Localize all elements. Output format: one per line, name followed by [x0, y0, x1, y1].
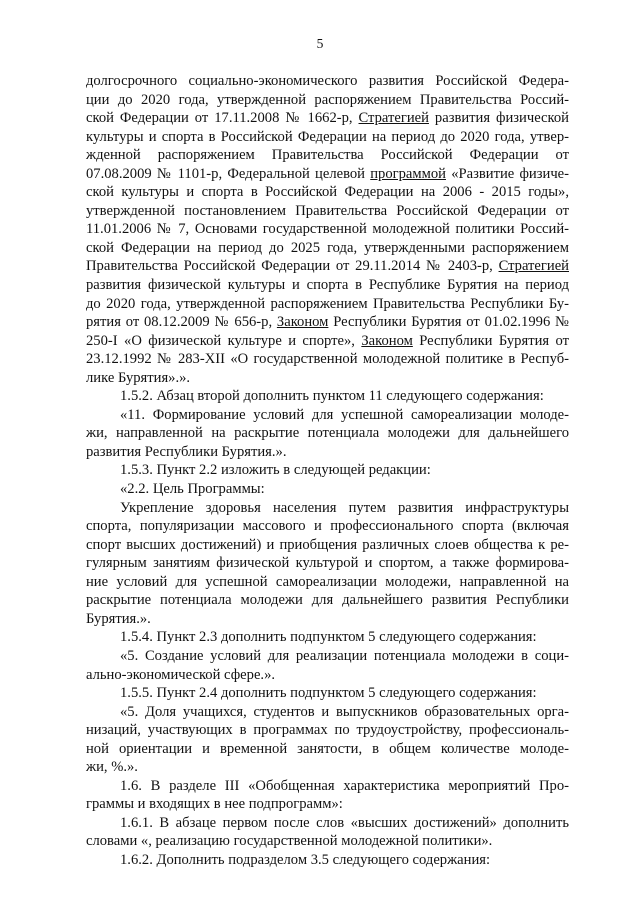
text-line: ской культуры и спорта в Российской Федерации на 2006 - 2015 годы»,: [86, 184, 569, 201]
link-law-sport[interactable]: Законом: [276, 314, 329, 331]
text-fragment: Республики Бурятия от: [412, 332, 569, 349]
text-line: спорт высших достижений) и приобщения различных слоев общества к ре-: [86, 536, 569, 553]
text-fragment: ской Федерации от 17.11.2008 № 1662-р,: [86, 110, 359, 127]
text-line: 11.01.2006 № 7, Основами государственной молодежной политики Россий-: [86, 221, 569, 238]
paragraph-1-6-1: [86, 814, 569, 851]
document-body: [86, 72, 569, 870]
text-line: развития физической культуры и спорта в Республике Бурятия на период: [86, 277, 569, 294]
paragraph-item-11: [86, 406, 569, 462]
text-line: раскрытие потенциала молодежи для дальнейшего развития Республики: [86, 592, 569, 609]
text-line: [86, 257, 569, 276]
text-line: ально-экономической сфере.».: [86, 666, 276, 683]
paragraph-1-6-2: 1.6.2. Дополнить подразделом 3.5 следующего содержания:: [120, 851, 491, 868]
paragraph-goal-heading: «2.2. Цель Программы:: [120, 481, 265, 498]
text-line: Укрепление здоровья населения путем развития инфраструктуры: [120, 499, 569, 516]
text-line: 23.12.1992 № 283-XII «О государственной молодежной политике в Респуб-: [86, 351, 569, 368]
paragraph-subitem-5-share: [86, 703, 569, 777]
paragraph-1-5-3: 1.5.3. Пункт 2.2 изложить в следующей редакции:: [120, 462, 431, 479]
text-line: [86, 313, 569, 332]
text-line: ской Федерации на период до 2025 года, утвержденными распоряжением: [86, 239, 569, 256]
text-line: развития Республики Бурятия.».: [86, 443, 287, 460]
text-line: ции до 2020 года, утвержденной распоряжением Правительства Россий-: [86, 91, 569, 108]
text-line: [86, 165, 569, 184]
text-fragment: «Развитие физиче-: [445, 165, 569, 182]
text-line: жи, направленной на раскрытие потенциала молодежи для дальнейшего: [86, 425, 569, 442]
text-fragment: Республики Бурятия от 01.02.1996 №: [328, 314, 569, 331]
paragraph-goal-text: [86, 499, 569, 629]
text-line: утвержденной постановлением Правительства Российской Федерации от: [86, 202, 569, 219]
link-strategy-buryatia[interactable]: Стратегией: [498, 258, 569, 275]
paragraph-1-5-5: 1.5.5. Пункт 2.4 дополнить подпунктом 5 следующего содержания:: [120, 685, 537, 702]
text-fragment: Правительства Российской Федерации от 29.11.2014 № 2403-р,: [86, 258, 499, 275]
text-line: Бурятия.».: [86, 610, 151, 627]
text-line: ние условий для успешной самореализации молодежи, направленной на: [86, 573, 569, 590]
text-fragment: рятия от 08.12.2009 № 656-р,: [86, 314, 277, 331]
text-line: «5. Создание условий для реализации потенциала молодежи в соци-: [120, 647, 569, 664]
text-line: 1.6. В разделе III «Обобщенная характеристика мероприятий Про-: [120, 777, 569, 794]
paragraph-subitem-5-conditions: [86, 647, 569, 684]
text-line: спорта, популяризации массового и профессионального спорта (включая: [86, 518, 569, 535]
text-line: «11. Формирование условий для успешной самореализации молоде-: [120, 406, 569, 423]
text-line: жи, %.».: [86, 759, 138, 776]
text-fragment: развития физической: [428, 110, 569, 127]
page-number: 5: [316, 36, 324, 51]
text-line: граммы и входящих в нее подпрограмм»:: [86, 796, 343, 813]
text-line: до 2020 года, утвержденной распоряжением Правительства Республики Бу-: [86, 295, 569, 312]
link-strategy[interactable]: Стратегией: [358, 110, 429, 127]
link-program[interactable]: программой: [370, 165, 446, 182]
text-line: словами «, реализацию государственной молодежной политики».: [86, 833, 493, 850]
text-line: [86, 109, 569, 128]
text-line: гулярным занятиям физической культурой и спортом, а также формирова-: [86, 555, 569, 572]
text-fragment: 07.08.2009 № 1101-р, Федеральной целевой: [86, 165, 371, 182]
text-line: долгосрочного социально-экономического развития Российской Федера-: [86, 73, 569, 89]
paragraph-1-5-4: 1.5.4. Пункт 2.3 дополнить подпунктом 5 следующего содержания:: [120, 629, 537, 646]
text-line: [86, 332, 569, 351]
text-line: ной ориентации и временной занятости, в общем количестве молоде-: [86, 740, 569, 757]
text-line: низаций, участвующих в программах по трудоустройству, профессиональ-: [86, 722, 569, 739]
text-line: жденной распоряжением Правительства Российской Федерации от: [86, 147, 569, 164]
paragraph-1-5-2: 1.5.2. Абзац второй дополнить пунктом 11 следующего содержания:: [120, 388, 544, 405]
text-line: 1.6.1. В абзаце первом после слов «высших достижений» дополнить: [120, 814, 569, 831]
text-line: лике Бурятия».».: [86, 369, 191, 386]
text-line: культуры и спорта в Российской Федерации на период до 2020 года, утвер-: [86, 128, 569, 145]
text-line: «5. Доля учащихся, студентов и выпускников образовательных орга-: [120, 703, 569, 720]
paragraph-references: [86, 72, 569, 387]
text-fragment: 250-I «О физической культуре и спорте»,: [86, 332, 362, 349]
link-law-youth[interactable]: Законом: [361, 332, 413, 349]
paragraph-1-6: [86, 777, 569, 814]
